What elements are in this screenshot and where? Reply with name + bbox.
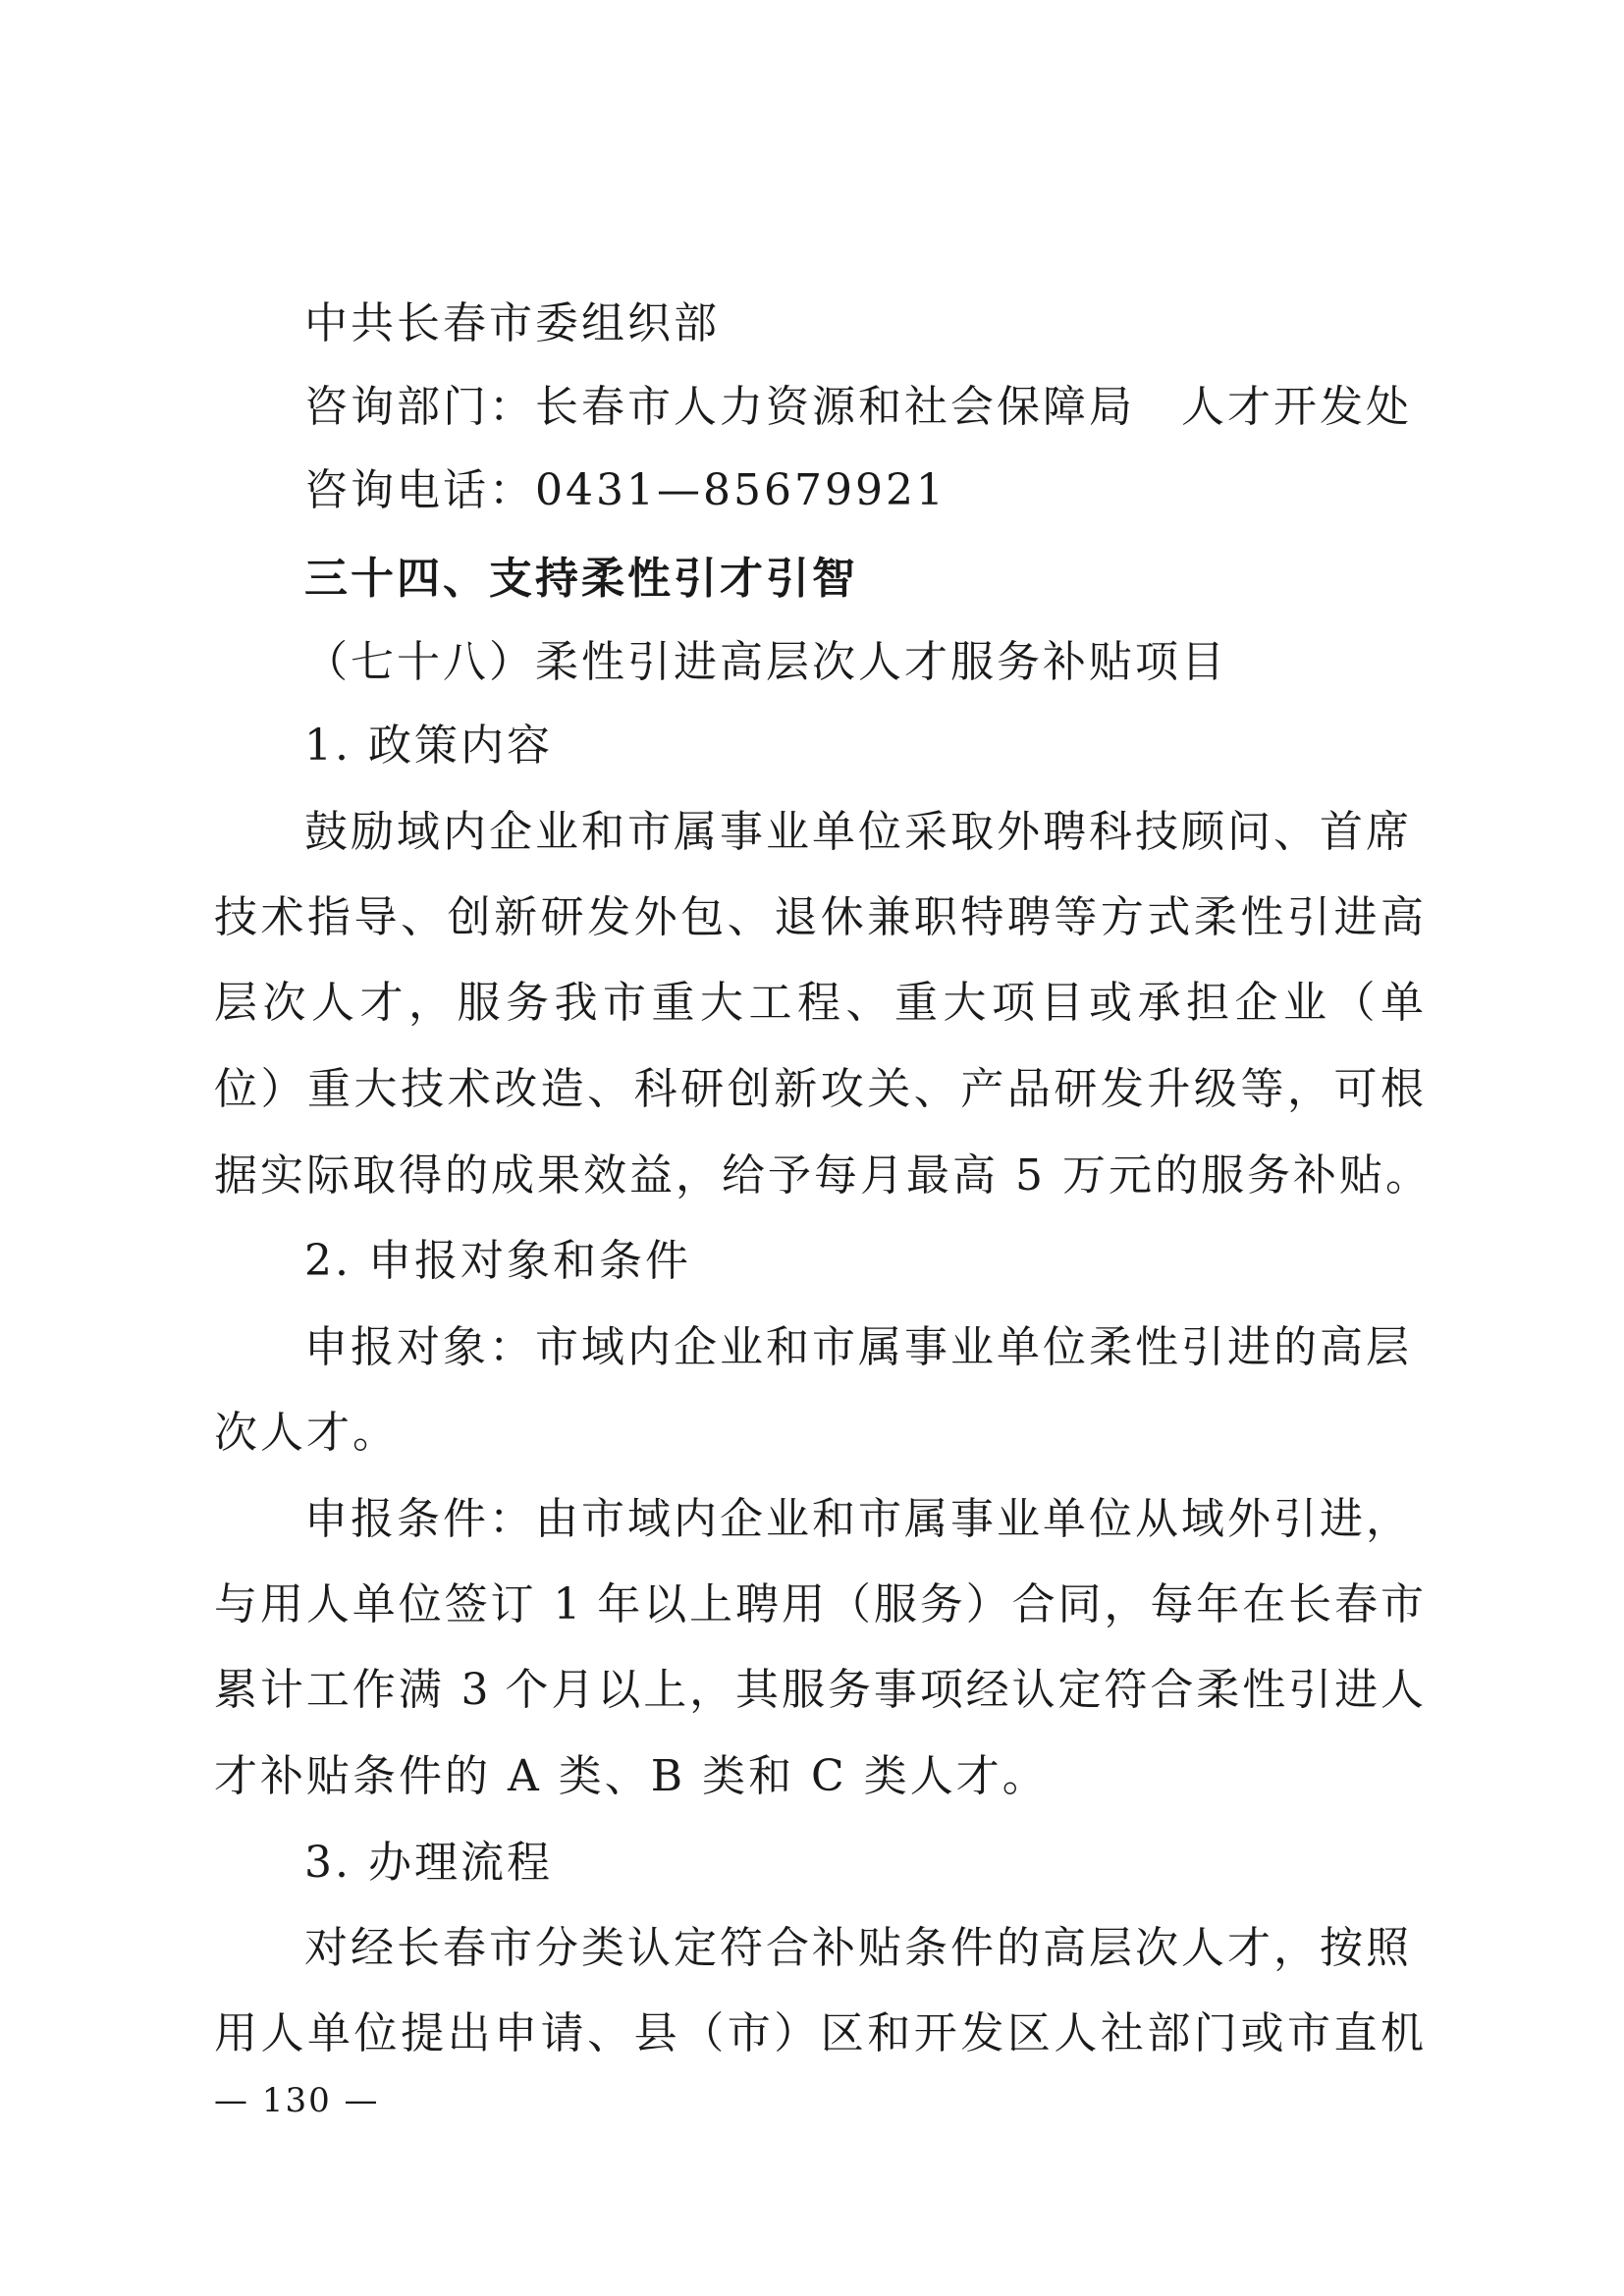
process-title: 3. 办理流程	[304, 1838, 553, 1888]
policy-line: 据实际取得的成果效益，给予每月最高 5 万元的服务补贴。	[214, 1150, 1432, 1201]
policy-line: 层次人才，服务我市重大工程、重大项目或承担企业（单	[214, 978, 1424, 1028]
policy-title: 1. 政策内容	[304, 721, 553, 771]
page-number: — 130 —	[214, 2081, 380, 2120]
section-heading: 三十四、支持柔性引才引智	[304, 554, 858, 604]
policy-line: 技术指导、创新研发外包、退休兼职特聘等方式柔性引进高	[214, 892, 1424, 942]
policy-line: 位）重大技术改造、科研创新攻关、产品研发升级等，可根	[214, 1064, 1424, 1114]
contact-org: 中共长春市委组织部	[304, 298, 720, 348]
eligibility-target-line: 次人才。	[214, 1408, 399, 1458]
eligibility-condition-line: 申报条件：由市域内企业和市属事业单位从域外引进，	[304, 1494, 1412, 1544]
eligibility-condition-line: 才补贴条件的 A 类、B 类和 C 类人才。	[214, 1751, 1049, 1801]
eligibility-target-line: 申报对象：市域内企业和市属事业单位柔性引进的高层	[304, 1322, 1412, 1372]
eligibility-condition-line: 与用人单位签订 1 年以上聘用（服务）合同，每年在长春市	[214, 1579, 1424, 1629]
policy-line: 鼓励域内企业和市属事业单位采取外聘科技顾问、首席	[304, 807, 1412, 857]
section-subheading: （七十八）柔性引进高层次人才服务补贴项目	[304, 637, 1227, 687]
process-line: 对经长春市分类认定符合补贴条件的高层次人才，按照	[304, 1923, 1412, 1973]
process-line: 用人单位提出申请、县（市）区和开发区人社部门或市直机	[214, 2008, 1424, 2058]
eligibility-title: 2. 申报对象和条件	[304, 1236, 691, 1286]
contact-department: 咨询部门：长春市人力资源和社会保障局 人才开发处	[304, 382, 1412, 432]
eligibility-condition-line: 累计工作满 3 个月以上，其服务事项经认定符合柔性引进人	[214, 1665, 1424, 1715]
contact-phone: 咨询电话：0431—85679921	[304, 465, 947, 515]
